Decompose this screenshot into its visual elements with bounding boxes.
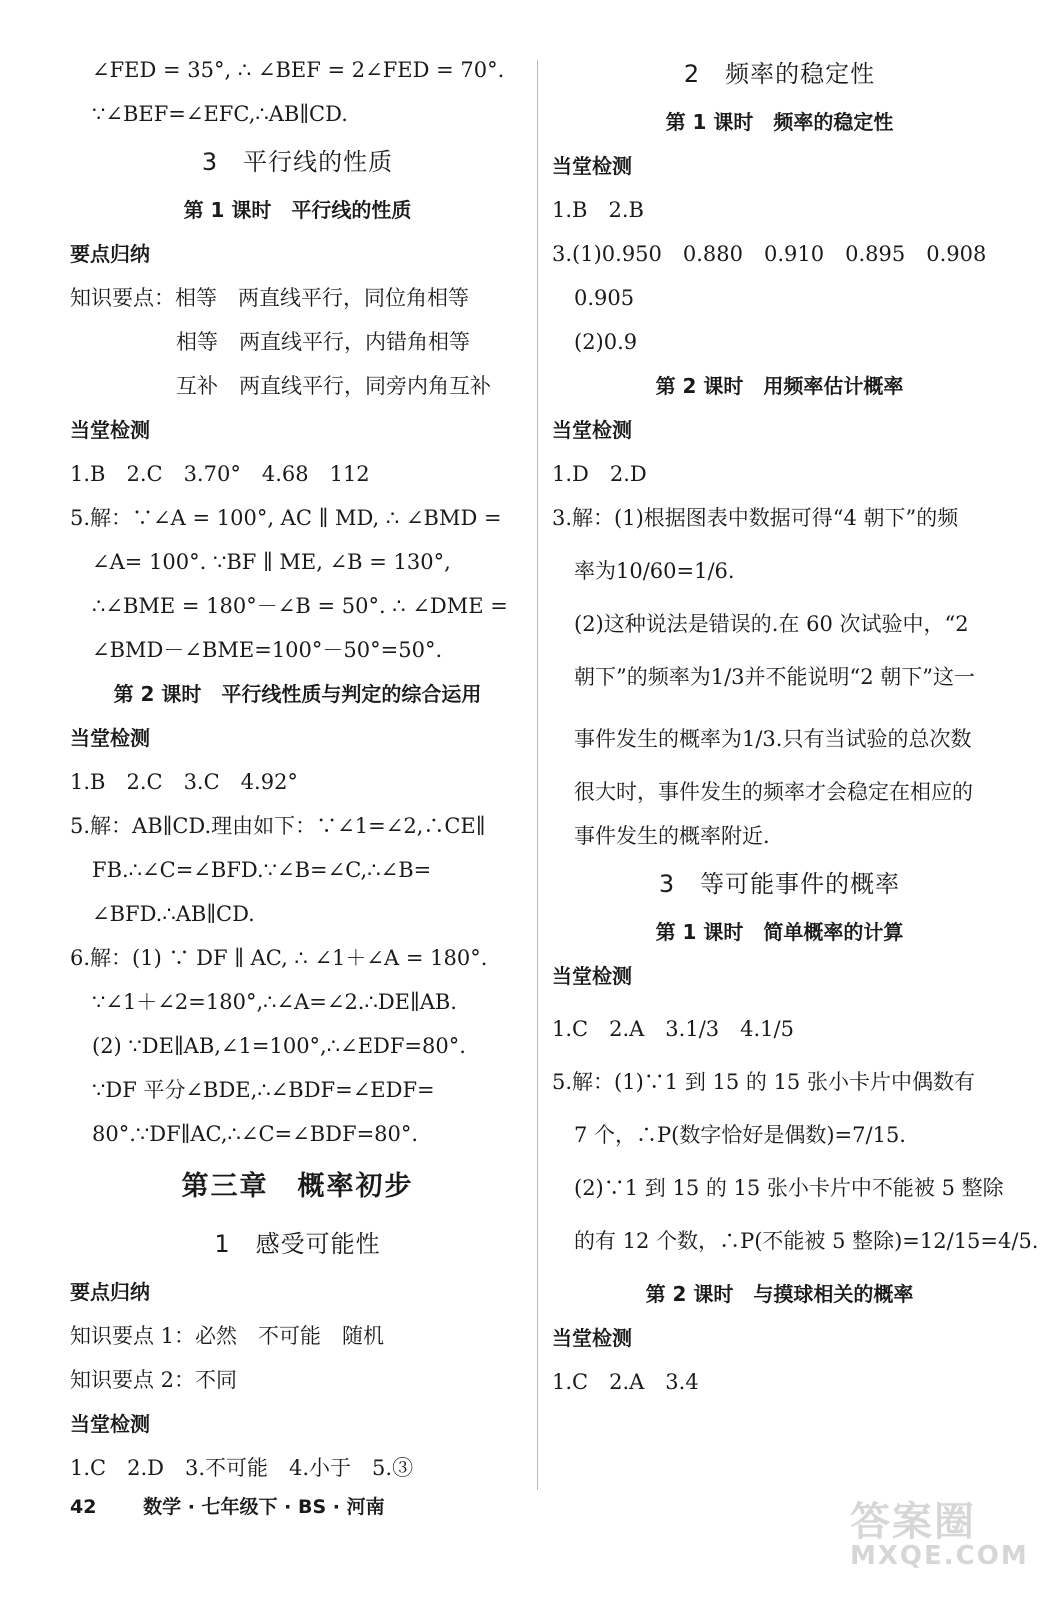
right-line-22: 7 个，∴P(数字恰好是偶数)=7/15. bbox=[574, 1123, 906, 1147]
right-line-0: 2 频率的稳定性 bbox=[683, 60, 876, 88]
right-line-13: 朝下”的频率为1/3并不能说明“2 朝下”这一 bbox=[574, 665, 976, 689]
right-line-15: 很大时，事件发生的频率才会稳定在相应的 bbox=[574, 780, 973, 804]
right-line-17: 3 等可能事件的概率 bbox=[658, 870, 901, 898]
left-line-8: 当堂检测 bbox=[70, 418, 150, 442]
right-column bbox=[552, 48, 1039, 1404]
right-line-27: 1.C 2.A 3.4 bbox=[552, 1370, 699, 1394]
right-line-1: 第 1 课时 频率的稳定性 bbox=[665, 110, 894, 134]
right-line-12: (2)这种说法是错误的.在 60 次试验中，“2 bbox=[574, 612, 969, 636]
left-line-25: 第三章 概率初步 bbox=[181, 1171, 414, 1202]
watermark-logo-text: 答案圈 bbox=[850, 1499, 976, 1545]
left-line-22: (2) ∵DE∥AB,∠1=100°,∴∠EDF=80°. bbox=[92, 1034, 466, 1058]
left-line-29: 知识要点 2：不同 bbox=[70, 1368, 238, 1392]
left-line-16: 1.B 2.C 3.C 4.92° bbox=[70, 770, 298, 794]
page-number: 42 bbox=[70, 1496, 97, 1518]
right-line-14: 事件发生的概率为1/3.只有当试验的总次数 bbox=[574, 727, 972, 751]
column-divider bbox=[537, 60, 538, 1490]
right-line-16: 事件发生的概率附近. bbox=[574, 824, 770, 848]
right-line-8: 当堂检测 bbox=[552, 418, 632, 442]
left-line-14: 第 2 课时 平行线性质与判定的综合运用 bbox=[113, 682, 482, 706]
right-line-5: 0.905 bbox=[574, 286, 635, 310]
right-line-24: 的有 12 个数，∴P(不能被 5 整除)=12/15=4/5. bbox=[574, 1229, 1039, 1253]
right-line-4: 3.(1)0.950 0.880 0.910 0.895 0.908 bbox=[552, 242, 987, 266]
left-line-15: 当堂检测 bbox=[70, 726, 150, 750]
left-line-18: FB.∴∠C=∠BFD.∵∠B=∠C,∴∠B= bbox=[92, 858, 432, 882]
right-line-18: 第 1 课时 简单概率的计算 bbox=[655, 920, 904, 944]
right-line-3: 1.B 2.B bbox=[552, 198, 644, 222]
left-line-0: ∠FED = 35°, ∴ ∠BEF = 2∠FED = 70°. bbox=[92, 58, 505, 82]
right-line-25: 第 2 课时 与摸球相关的概率 bbox=[645, 1282, 914, 1306]
left-line-21: ∵∠1＋∠2=180°,∴∠A=∠2.∴DE∥AB. bbox=[92, 990, 457, 1014]
left-line-9: 1.B 2.C 3.70° 4.68 112 bbox=[70, 462, 370, 486]
right-line-26: 当堂检测 bbox=[552, 1326, 632, 1350]
right-line-21: 5.解：(1)∵1 到 15 的 15 张小卡片中偶数有 bbox=[552, 1070, 975, 1094]
right-line-2: 当堂检测 bbox=[552, 154, 632, 178]
book-subject: 数学 · 七年级下 · BS · 河南 bbox=[143, 1496, 385, 1518]
left-line-3: 第 1 课时 平行线的性质 bbox=[183, 198, 412, 222]
right-line-11: 率为10/60=1/6. bbox=[574, 559, 735, 583]
left-line-24: 80°.∵DF∥AC,∴∠C=∠BDF=80°. bbox=[92, 1122, 419, 1146]
left-column bbox=[70, 48, 525, 1490]
left-line-23: ∵DF 平分∠BDE,∴∠BDF=∠EDF= bbox=[92, 1078, 435, 1102]
left-line-17: 5.解：AB∥CD.理由如下：∵∠1=∠2,∴CE∥ bbox=[70, 814, 486, 838]
left-line-27: 要点归纳 bbox=[70, 1280, 150, 1304]
right-line-23: (2)∵1 到 15 的 15 张小卡片中不能被 5 整除 bbox=[574, 1176, 1004, 1200]
page-footer bbox=[70, 1492, 385, 1519]
left-line-4: 要点归纳 bbox=[70, 242, 150, 266]
left-line-26: 1 感受可能性 bbox=[214, 1230, 381, 1258]
right-line-19: 当堂检测 bbox=[552, 964, 632, 988]
left-line-19: ∠BFD.∴AB∥CD. bbox=[92, 902, 255, 926]
left-line-20: 6.解：(1) ∵ DF ∥ AC, ∴ ∠1＋∠A = 180°. bbox=[70, 946, 488, 970]
left-line-13: ∠BMD－∠BME=100°－50°=50°. bbox=[92, 638, 443, 662]
left-line-2: 3 平行线的性质 bbox=[201, 148, 394, 176]
watermark bbox=[850, 1490, 1030, 1590]
left-line-10: 5.解：∵∠A = 100°, AC ∥ MD, ∴ ∠BMD = bbox=[70, 506, 502, 530]
left-line-7: 互补 两直线平行，同旁内角互补 bbox=[176, 374, 491, 398]
left-line-11: ∠A= 100°. ∵BF ∥ ME, ∠B = 130°, bbox=[92, 550, 451, 574]
left-line-12: ∴∠BME = 180°－∠B = 50°. ∴ ∠DME = bbox=[92, 594, 508, 618]
left-line-30: 当堂检测 bbox=[70, 1412, 150, 1436]
right-line-7: 第 2 课时 用频率估计概率 bbox=[655, 374, 904, 398]
left-line-1: ∵∠BEF=∠EFC,∴AB∥CD. bbox=[92, 102, 348, 126]
left-line-28: 知识要点 1：必然 不可能 随机 bbox=[70, 1324, 385, 1348]
right-line-10: 3.解：(1)根据图表中数据可得“4 朝下”的频 bbox=[552, 506, 959, 530]
watermark-url: MXQE.COM bbox=[850, 1541, 1029, 1571]
right-line-20: 1.C 2.A 3.1/3 4.1/5 bbox=[552, 1017, 794, 1041]
left-line-5: 知识要点：相等 两直线平行，同位角相等 bbox=[70, 286, 469, 310]
right-line-6: (2)0.9 bbox=[574, 330, 638, 354]
left-line-31: 1.C 2.D 3.不可能 4.小于 5.③ bbox=[70, 1456, 414, 1480]
left-line-6: 相等 两直线平行，内错角相等 bbox=[176, 330, 470, 354]
right-line-9: 1.D 2.D bbox=[552, 462, 647, 486]
